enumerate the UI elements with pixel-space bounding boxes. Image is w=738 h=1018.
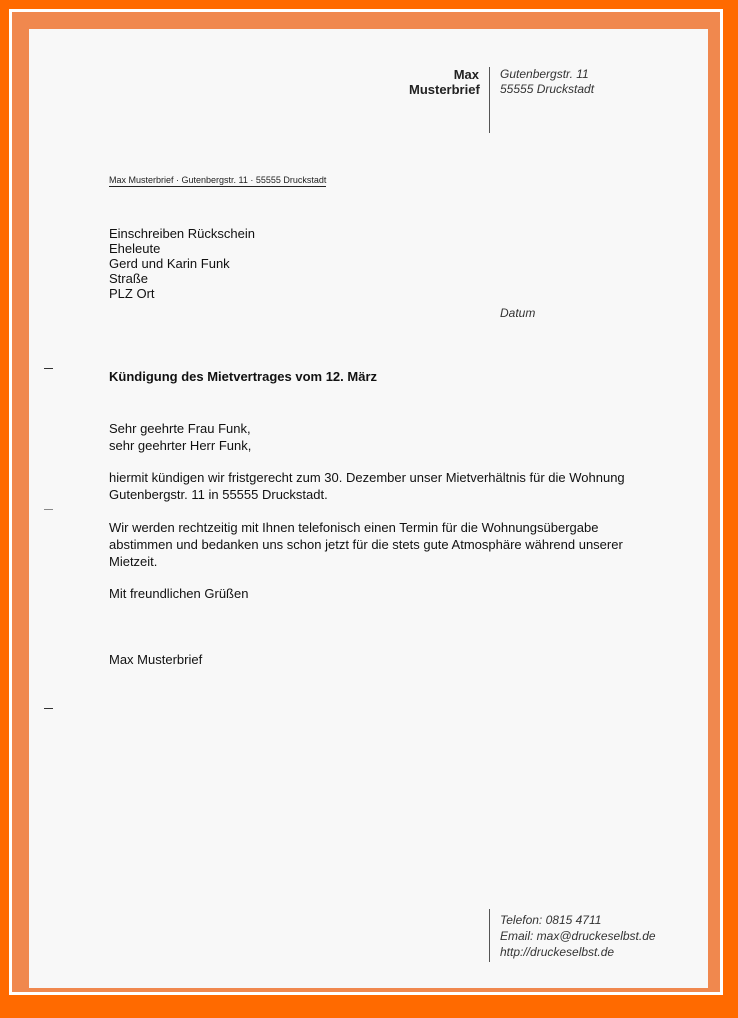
sender-street: Gutenbergstr. 11: [500, 67, 589, 81]
signature: Max Musterbrief: [109, 652, 203, 667]
delivery-note: Einschreiben Rückschein: [109, 226, 255, 241]
recipient-line-1: Eheleute: [109, 241, 161, 256]
footer-divider: [489, 909, 490, 962]
paragraph-1-line-1: hiermit kündigen wir fristgerecht zum 30. Dezember unser Mietverhältnis für die Wohnung: [109, 470, 625, 485]
paragraph-1-line-2: Gutenbergstr. 11 in 55555 Druckstadt.: [109, 487, 328, 502]
fold-mark-bottom: [44, 708, 53, 709]
sender-name: [409, 67, 479, 97]
sender-last-name: Musterbrief: [409, 82, 480, 97]
footer-phone: Telefon: 0815 4711: [500, 913, 602, 927]
paragraph-2-line-1: Wir werden rechtzeitig mit Ihnen telefonisch einen Termin für die Wohnungsübergabe: [109, 520, 599, 535]
sender-address: [500, 67, 594, 97]
closing: Mit freundlichen Grüßen: [109, 586, 249, 601]
recipient-line-3: Straße: [109, 271, 149, 286]
punch-mark: [44, 509, 53, 510]
paragraph-2-line-2: abstimmen und bedanken uns schon jetzt für die stets gute Atmosphäre während unserer: [109, 537, 623, 552]
return-address-line: Max Musterbrief · Gutenbergstr. 11 · 55555 Druckstadt: [109, 175, 327, 185]
sender-city: 55555 Druckstadt: [500, 82, 595, 96]
recipient-line-2: Gerd und Karin Funk: [109, 256, 230, 271]
fold-mark-top: [44, 368, 53, 369]
letter-page: [29, 29, 708, 988]
header-divider: [489, 67, 490, 133]
footer-web: http://druckeselbst.de: [500, 945, 615, 959]
paragraph-2-line-3: Mietzeit.: [109, 554, 158, 569]
paragraph-1: [109, 469, 649, 503]
recipient-block: [109, 226, 255, 301]
footer-contact: [500, 912, 656, 960]
sender-first-name: Max: [453, 67, 479, 82]
date-label: Datum: [500, 306, 536, 320]
paragraph-2: [109, 519, 649, 570]
salutation-line-2: sehr geehrter Herr Funk,: [109, 438, 252, 453]
subject-line: Kündigung des Mietvertrages vom 12. März: [109, 369, 378, 384]
salutation: [109, 420, 649, 454]
salutation-line-1: Sehr geehrte Frau Funk,: [109, 421, 251, 436]
recipient-line-4: PLZ Ort: [109, 286, 155, 301]
footer-email: Email: max@druckeselbst.de: [500, 929, 656, 943]
